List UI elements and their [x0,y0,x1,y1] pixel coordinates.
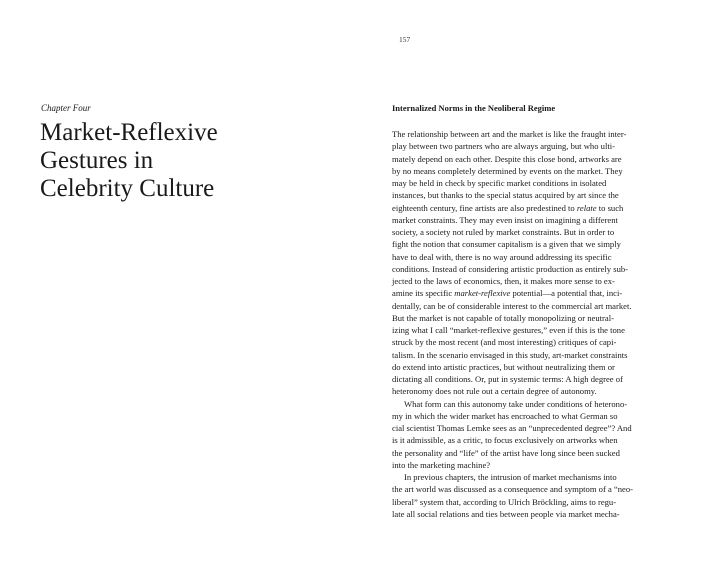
body-line: struck by the most recent (and most interesting) critiques of capi- [392,337,617,348]
body-line-text: amine its specific [392,288,455,299]
body-line: have to deal with, there is no way around addressing its specific [392,251,612,262]
body-line: dentally, can be of considerable interest to the commercial art market. [392,300,632,311]
chapter-label: Chapter Four [41,103,91,113]
body-line: But the market is not capable of totally monopolizing or neutral- [392,312,614,323]
body-line: conditions. Instead of considering artistic production as entirely sub- [392,263,629,274]
body-line: liberal” system that, according to Ulrich Bröckling, aims to regu- [392,496,617,507]
page-number: 157 [399,35,411,44]
body-line [392,202,692,214]
body-line [392,287,692,299]
chapter-title-line: Celebrity Culture [40,175,215,202]
body-line: What form can this autonomy take under conditions of heterono- [404,398,628,409]
body-line-text: potential—a potential that, inci- [510,288,623,299]
body-line: mately depend on each other. Despite this close bond, artworks are [392,153,622,164]
body-line: society, a society not ruled by market constraints. But in order to [392,227,615,237]
body-line: my in which the wider market has encroached to what German so [392,410,618,421]
body-line: instances, but thanks to the special status acquired by art since the [392,190,619,201]
body-line: In previous chapters, the intrusion of market mechanisms into [404,472,617,482]
body-line: into the marketing machine? [392,459,491,470]
body-line: fight the notion that consumer capitalism is a given that we simply [392,239,621,250]
body-line: late all social relations and ties between people via market mecha- [392,508,620,519]
body-line: by no means completely determined by events on the market. They [392,165,623,176]
body-line: may be held in check by specific market conditions in isolated [392,178,607,188]
body-line: the art world was discussed as a consequence and symptom of a “neo- [392,484,634,495]
body-line: The relationship between art and the market is like the fraught inter- [392,129,627,139]
body-text [392,128,692,520]
body-line: talism. In the scenario envisaged in this study, art-market constraints [392,349,628,360]
body-line: is it admissible, as a critic, to focus exclusively on artworks when [392,435,618,446]
body-line: do extend into artistic practices, but without neutralizing them or [392,361,615,372]
chapter-title-line: Gestures in [40,147,154,174]
emphasized-term: market-reflexive [454,288,511,299]
body-line: izing what I call “market-reflexive gestures,” even if this is the tone [392,325,625,335]
body-line: jected to the laws of economics, then, it makes more sense to ex- [392,276,615,286]
body-line-text: to such [596,202,624,213]
section-heading: Internalized Norms in the Neoliberal Regime [392,103,556,113]
emphasized-term: relate [576,202,597,213]
body-line: play between two partners who are always arguing, but who ulti- [392,141,615,152]
body-line: market constraints. They may even insist on imagining a different [392,214,618,225]
body-line: cial scientist Thomas Lemke sees as an “unprecedented degree”? And [392,423,632,433]
body-line-text: eighteenth century, fine artists are also predestined to [392,202,577,213]
body-line: heteronomy does not rule out a certain degree of autonomy. [392,386,597,397]
chapter-title [40,119,218,203]
chapter-title-line: Market-Reflexive [40,119,218,146]
body-line: dictating all conditions. Or, put in systemic terms: A high degree of [392,374,623,384]
body-line: the personality and “life” of the artist have long since been sucked [392,447,620,458]
